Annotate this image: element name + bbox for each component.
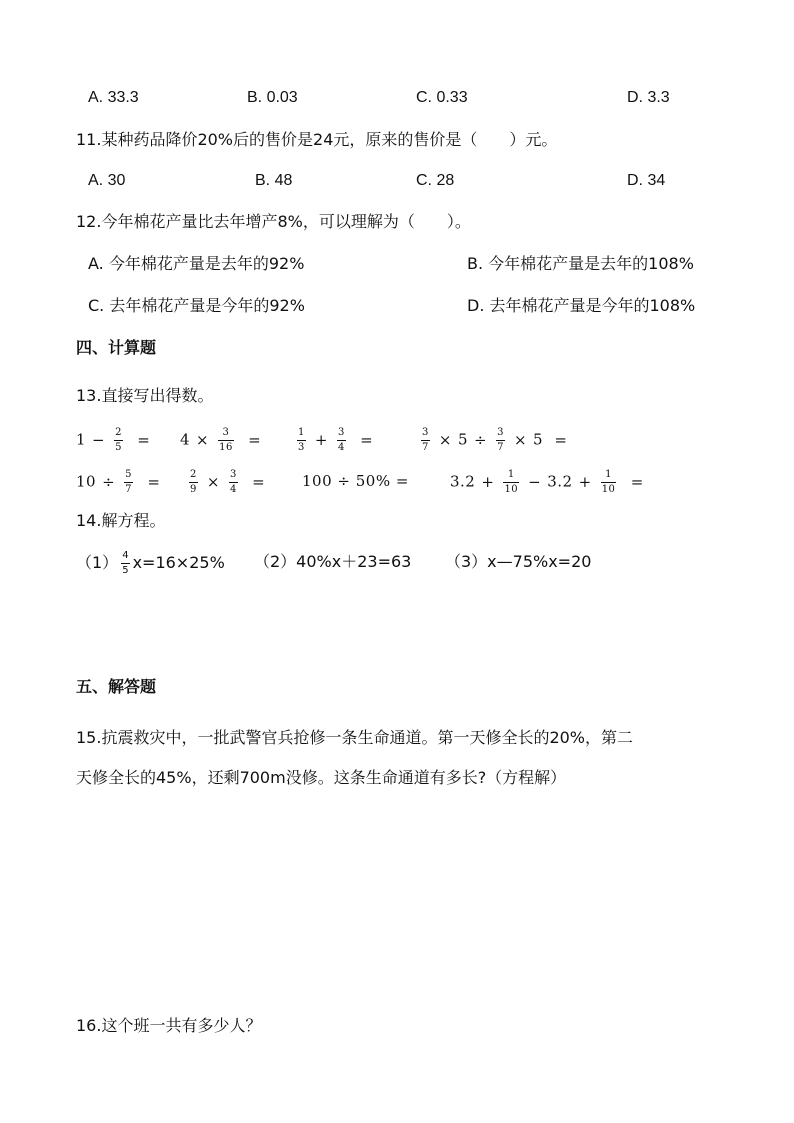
q11-option-c: C. 28	[416, 172, 455, 189]
q11-option-d: D. 34	[627, 172, 666, 189]
q12-option-b: B. 今年棉花产量是去年的108%	[467, 254, 694, 273]
q13-stem: 13.直接写出得数。	[76, 386, 214, 405]
fraction: $\frac{2}{9}$	[190, 469, 197, 495]
q10-option-b: B. 0.03	[247, 89, 298, 106]
fraction: $\frac{3}{4}$	[229, 469, 237, 495]
equation-3: （3）x—75%x=20	[445, 552, 592, 571]
calc-expression-4: $\frac{3}{7}$ × 5 ÷ $\frac{3}{7}$ × 5 =	[422, 427, 568, 453]
q11-option-a: A. 30	[88, 172, 126, 189]
q15-line-1: 15.抗震救灾中，一批武警官兵抢修一条生命通道。第一天修全长的20%，第二	[76, 728, 634, 747]
fraction: $\frac{2}{5}$	[115, 427, 122, 453]
q11-stem: 11.某种药品降价20%后的售价是24元，原来的售价是（ ）元。	[76, 130, 558, 149]
q16-stem: 16.这个班一共有多少人？	[76, 1016, 262, 1035]
fraction: $\frac{5}{7}$	[125, 469, 133, 495]
fraction: $\frac{3}{7}$	[422, 427, 429, 453]
calc-expression-5: 10 ÷ $\frac{5}{7}$ =	[76, 469, 161, 495]
q10-option-c: C. 0.33	[416, 89, 468, 106]
q10-option-a: A. 33.3	[88, 89, 139, 106]
fraction: $\frac{3}{7}$	[497, 427, 504, 453]
fraction: $\frac{3}{4}$	[337, 427, 345, 453]
calc-expression-2: 4 × $\frac{3}{16}$ =	[180, 427, 262, 453]
fraction: $\frac{1}{10}$	[504, 469, 519, 495]
calc-expression-1: 1 − $\frac{2}{5}$ =	[76, 427, 151, 453]
q11-option-b: B. 48	[255, 172, 293, 189]
q12-option-d: D. 去年棉花产量是今年的108%	[467, 296, 696, 315]
q10-option-d: D. 3.3	[627, 89, 670, 106]
q14-stem: 14.解方程。	[76, 511, 166, 530]
fraction: $\frac{4}{5}$	[122, 550, 129, 576]
calc-expression-6: $\frac{2}{9}$ × $\frac{3}{4}$ =	[190, 469, 266, 495]
calc-expression-8: 3.2 + $\frac{1}{10}$ − 3.2 + $\frac{1}{10}$ =	[450, 469, 644, 495]
calc-expression-3: $\frac{1}{3}$ + $\frac{3}{4}$ =	[298, 427, 374, 453]
section-4-title: 四、计算题	[76, 338, 157, 357]
equation-2: （2）40%x＋23=63	[254, 552, 412, 571]
q12-stem: 12.今年棉花产量比去年增产8%，可以理解为（ ）。	[76, 212, 471, 231]
equation-1: （1） $\frac{4}{5}$ x=16×25%	[76, 550, 225, 576]
q12-option-c: C. 去年棉花产量是今年的92%	[88, 296, 305, 315]
q15-line-2: 天修全长的45%，还剩700m没修。这条生命通道有多长?（方程解）	[76, 768, 567, 787]
fraction: $\frac{1}{3}$	[298, 427, 305, 453]
fraction: $\frac{1}{10}$	[601, 469, 616, 495]
q12-option-a: A. 今年棉花产量是去年的92%	[88, 254, 305, 273]
fraction: $\frac{3}{16}$	[219, 427, 233, 453]
section-5-title: 五、解答题	[76, 677, 157, 696]
calc-expression-7: 100 ÷ 50% =	[302, 472, 409, 490]
